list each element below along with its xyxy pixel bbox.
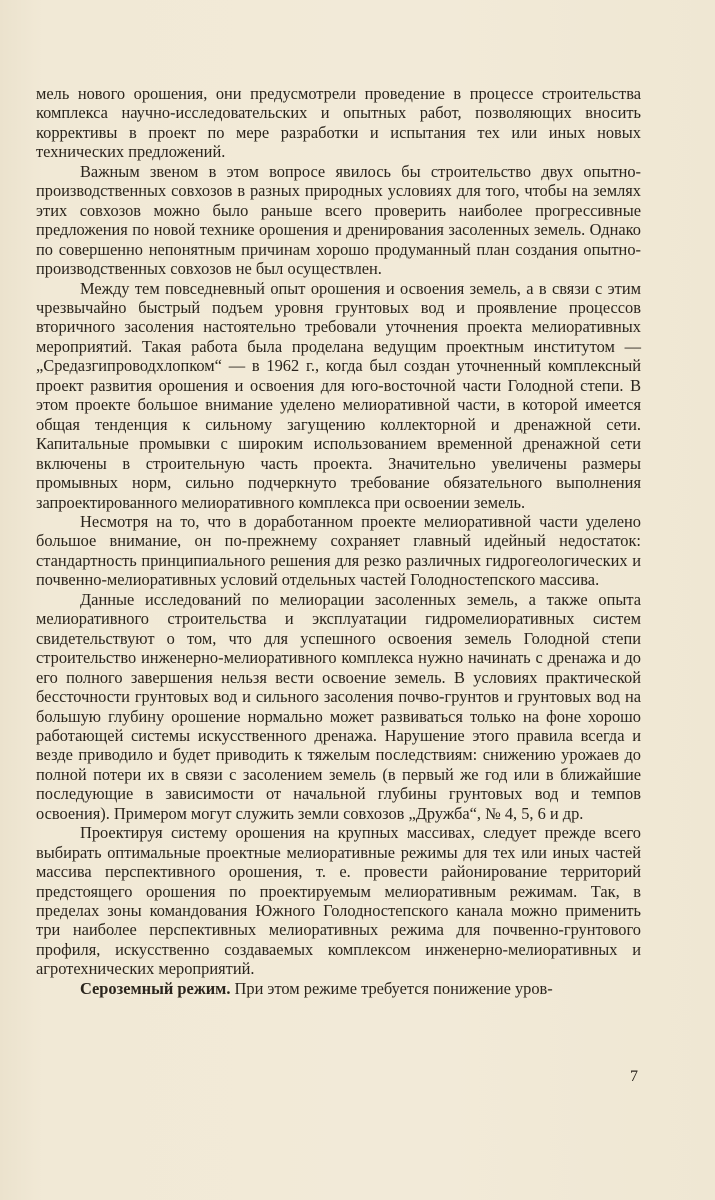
body-text — [36, 84, 641, 998]
paragraph-text: При этом режиме требуется понижение уров- — [234, 978, 553, 998]
paragraph: Проектируя систему орошения на крупных массивах, следует прежде всего выбирать оптимальные проектные мелиоративные режимы для тех или иных частей массива перспективного орошения, т. е. провести районирование территорий предстоящего орошения по проектируемым мелиоративным режимам. Так, в пределах зоны командования Южного Голодностепского канала можно применить три наиболее перспективных мелиоративных режима для почвенно-грунтового профиля, искусственно создаваемых комплексом инженерно-мелиоративных и агротехнических мероприятий. — [36, 823, 641, 979]
paragraph-last — [36, 979, 641, 998]
paragraph: Данные исследований по мелиорации засоленных земель, а также опыта мелиоративного строительства и эксплуатации гидромелиоративных систем свидетельствуют о том, что для успешного освоения земель Голодной степи строительство инженерно-мелиоративного комплекса нужно начинать с дренажа и до его полного завершения нельзя вести освоение земель. В условиях практической бессточности грунтовых вод и сильного засоления почво-грунтов и грунтовых вод на большую глубину орошение нормально может развиваться только на фоне хорошо работающей системы искусственного дренажа. Нарушение этого правила всегда и везде приводило и будет приводить к тяжелым последствиям: снижению урожаев до полной потери их в связи с засолением земель (в первый же год или в ближайшие последующие в зависимости от начальной глубины грунтовых вод и темпов освоения). Примером могут служить земли совхозов „Дружба“, № 4, 5, 6 и др. — [36, 589, 641, 823]
paragraph: Важным звеном в этом вопросе явилось бы строительство двух опытно-производственных совхозов в разных природных условиях для того, чтобы на землях этих совхозов можно было раньше всего проверить наиболее прогрессивные предложения по новой технике орошения и дренирования засоленных земель. Однако по совершенно непонятным причинам хорошо продуманный план создания опытно-производственных совхозов не был осуществлен. — [36, 161, 641, 279]
page-number: 7 — [630, 1068, 638, 1085]
section-lead: Сероземный режим. — [80, 978, 231, 998]
paragraph: Между тем повседневный опыт орошения и освоения земель, а в связи с этим чрезвычайно быстрый подъем уровня грунтовых вод и проявление процессов вторичного засоления настоятельно требовали уточнения проекта мелиоративных мероприятий. Такая работа была проделана ведущим проектным институтом — „Средазгипроводхлопком“ — в 1962 г., когда был создан уточненный комплексный проект развития орошения и освоения для юго-восточной части Голодной степи. В этом проекте большое внимание уделено мелиоративной части, в которой имеется общая тенденция к сильному загущению коллекторной и дренажной сети. Капитальные промывки с широким использованием временной дренажной сети включены в строительную часть проекта. Значительно увеличены размеры промывных норм, сильно подчеркнуто требование обязательного выполнения запроектированного мелиоративного комплекса при освоении земель. — [36, 278, 641, 512]
paragraph: мель нового орошения, они предусмотрели проведение в процессе строительства комплекса научно-исследовательских и опытных работ, позволяющих вносить коррективы в проект по мере разработки и испытания тех или иных новых технических предложений. — [36, 84, 641, 162]
paragraph: Несмотря на то, что в доработанном проекте мелиоративной части уделено большое внимание, он по-прежнему сохраняет главный идейный недостаток: стандартность принципиального решения для резко различных гидрогеологических и почвенно-мелиоративных условий отдельных частей Голодностепского массива. — [36, 511, 641, 590]
